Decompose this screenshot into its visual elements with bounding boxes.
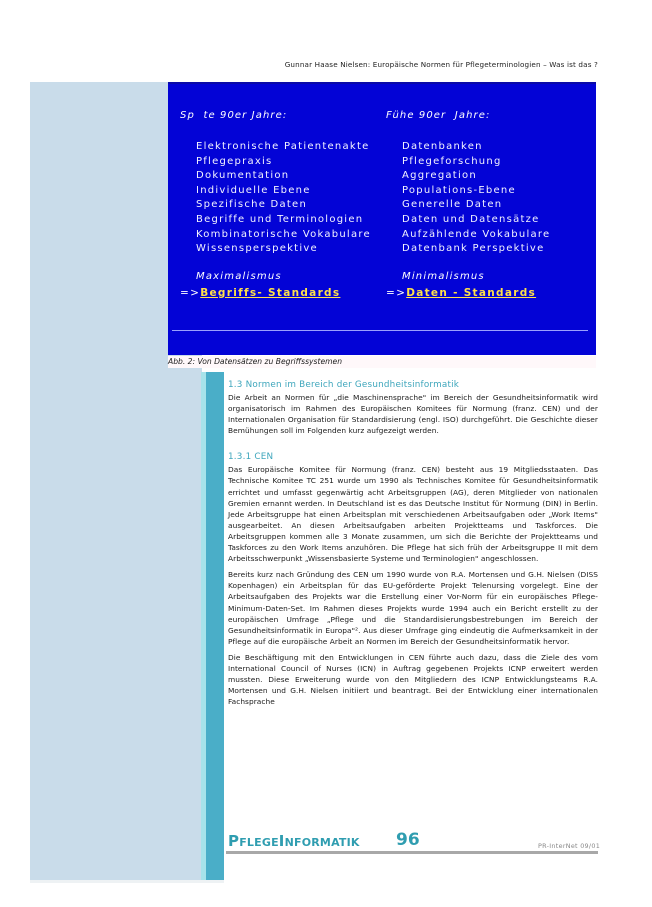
- figure-left-subheading: Maximalismus: [196, 270, 282, 282]
- list-item: Dokumentation: [196, 170, 290, 182]
- arrow-icon: =>: [180, 286, 201, 299]
- arrow-icon: =>: [386, 286, 407, 299]
- teal-margin-bar: [206, 372, 224, 880]
- figure-divider: [172, 330, 588, 331]
- article-body: [228, 380, 598, 712]
- list-item: Datenbank Perspektive: [402, 243, 545, 255]
- list-item: Populations-Ebene: [402, 184, 516, 196]
- side-panel-shadow: [30, 880, 224, 883]
- figure-right-conclusion: [386, 287, 550, 299]
- figure-left-heading: Sp te 90er Jahre:: [180, 110, 288, 121]
- list-item: Pflegeforschung: [402, 155, 502, 167]
- list-item: Pflegepraxis: [196, 155, 273, 167]
- paragraph: Bereits kurz nach Gründung des CEN um 1990 wurde von R.A. Mortensen und G.H. Nielsen (DISS Kopenhagen) ein Arbeitsplan für das EU-geförderte Projekt Telenursing vorgelegt. Eine der Arbeitsaufgaben des Projekts war die Erstellung einer Vor-Norm für ein europäisches Pflege-Minimum-Daten-Set. Im Rahmen dieses Projekts wurde 1994 auch ein Bericht erstellt zu der europäischen Umfrage „Pflege und die Standardisierungsbestrebungen im Bereich der Gesundheitsinformatik in Europa"². Aus dieser Umfrage ging eindeutig die Aufmerksamkeit in der Pflege auf die europäische Arbeit an Normen im Bereich der Gesundheitsinformatik hervor.: [228, 570, 598, 646]
- figure-right-column: [386, 110, 550, 299]
- list-item: Generelle Daten: [402, 199, 503, 211]
- list-item: Aufzählende Vokabulare: [402, 228, 551, 240]
- running-head: Gunnar Haase Nielsen: Europäische Normen für Pflegeterminologien – Was ist das ?: [284, 60, 598, 69]
- paragraph: Die Arbeit an Normen für „die Maschinensprache" im Bereich der Gesundheitsinformatik wird organisatorisch im Rahmen des Europäischen Komitees für Normung (franz. CEN) und der Internationalen Organisation für Standardisierung (engl. ISO) durchgeführt. Die Geschichte dieser Bemühungen soll im Folgenden kurz aufgezeigt werden.: [228, 393, 598, 436]
- standard-label: Begriffs- Standards: [200, 286, 341, 299]
- figure-right-heading: Fühe 90er Jahre:: [386, 110, 491, 121]
- figure-box: [168, 82, 596, 355]
- list-item: Kombinatorische Vokabulare: [196, 228, 371, 240]
- footer-brand: [228, 832, 360, 850]
- standard-label: Daten - Standards: [406, 286, 537, 299]
- paragraph: Die Beschäftigung mit den Entwicklungen in CEN führte auch dazu, dass die Ziele des vom International Council of Nurses (ICN) in Auftrag gegebenen Projekts ICNP erweitert werden mussten. Diese Erweiterung wurde von den Mitgliedern des ICNP Entwicklungsteams R.A. Mortensen und G.H. Nielsen initiiert und beantragt. Bei der Entwicklung einer internationalen Fachsprache: [228, 652, 598, 707]
- figure-right-list: [402, 140, 550, 257]
- brand-text: NFORMATIK: [284, 836, 360, 849]
- list-item: Wissensperspektive: [196, 243, 318, 255]
- page-number: 96: [396, 830, 420, 850]
- list-item: Individuelle Ebene: [196, 184, 311, 196]
- figure-left-list: [196, 140, 371, 257]
- figure-right-subheading: Minimalismus: [402, 270, 485, 282]
- brand-letter: I: [278, 832, 285, 850]
- list-item: Spezifische Daten: [196, 199, 308, 211]
- list-item: Daten und Datensätze: [402, 213, 540, 225]
- figure-left-column: [180, 110, 371, 299]
- list-item: Begriffe und Terminologien: [196, 213, 364, 225]
- list-item: Aggregation: [402, 170, 477, 182]
- paragraph: Das Europäische Komitee für Normung (franz. CEN) besteht aus 19 Mitgliedsstaaten. Das Technische Komitee TC 251 wurde um 1990 als Technisches Komitee für Gesundheitsinformatik errichtet und umfasst gegenwärtig acht Arbeitsgruppen (AG), deren Mitglieder von nationalen Gremien ernannt werden. In Deutschland ist es das Deutsche Institut für Normung (DIN) in Berlin. Jede Arbeitsgruppe hat einen Arbeitsplan mit verschiedenen Arbeitsaufgaben oder „Work Items" ausgearbeitet. An diesen Arbeitsaufgaben arbeiten Projektteams und Taskforces. Die Arbeitsgruppen kommen alle 3 Monate zusammen, um sich die Berichte der Projektteams und Taskforces zu den Work Items anzuhören. Die Pflege hat sich früh der Arbeitsgruppe II mit dem Arbeitsschwerpunkt „Wissensbasierte Systeme und Terminologien" angeschlossen.: [228, 465, 598, 564]
- brand-letter: P: [228, 832, 240, 850]
- footer-rule: [226, 851, 598, 854]
- footer-issue: PR-InterNet 09/01: [538, 842, 601, 850]
- figure-caption: Abb. 2: Von Datensätzen zu Begriffssystemen: [168, 356, 596, 368]
- section-heading: 1.3 Normen im Bereich der Gesundheitsinformatik: [228, 380, 460, 390]
- figure-left-conclusion: [180, 287, 371, 299]
- section-heading: 1.3.1 CEN: [228, 452, 274, 463]
- brand-text: FLEGE: [239, 836, 279, 849]
- list-item: Datenbanken: [402, 141, 483, 152]
- list-item: Elektronische Patientenakte: [196, 141, 370, 152]
- section-gap: [228, 441, 598, 452]
